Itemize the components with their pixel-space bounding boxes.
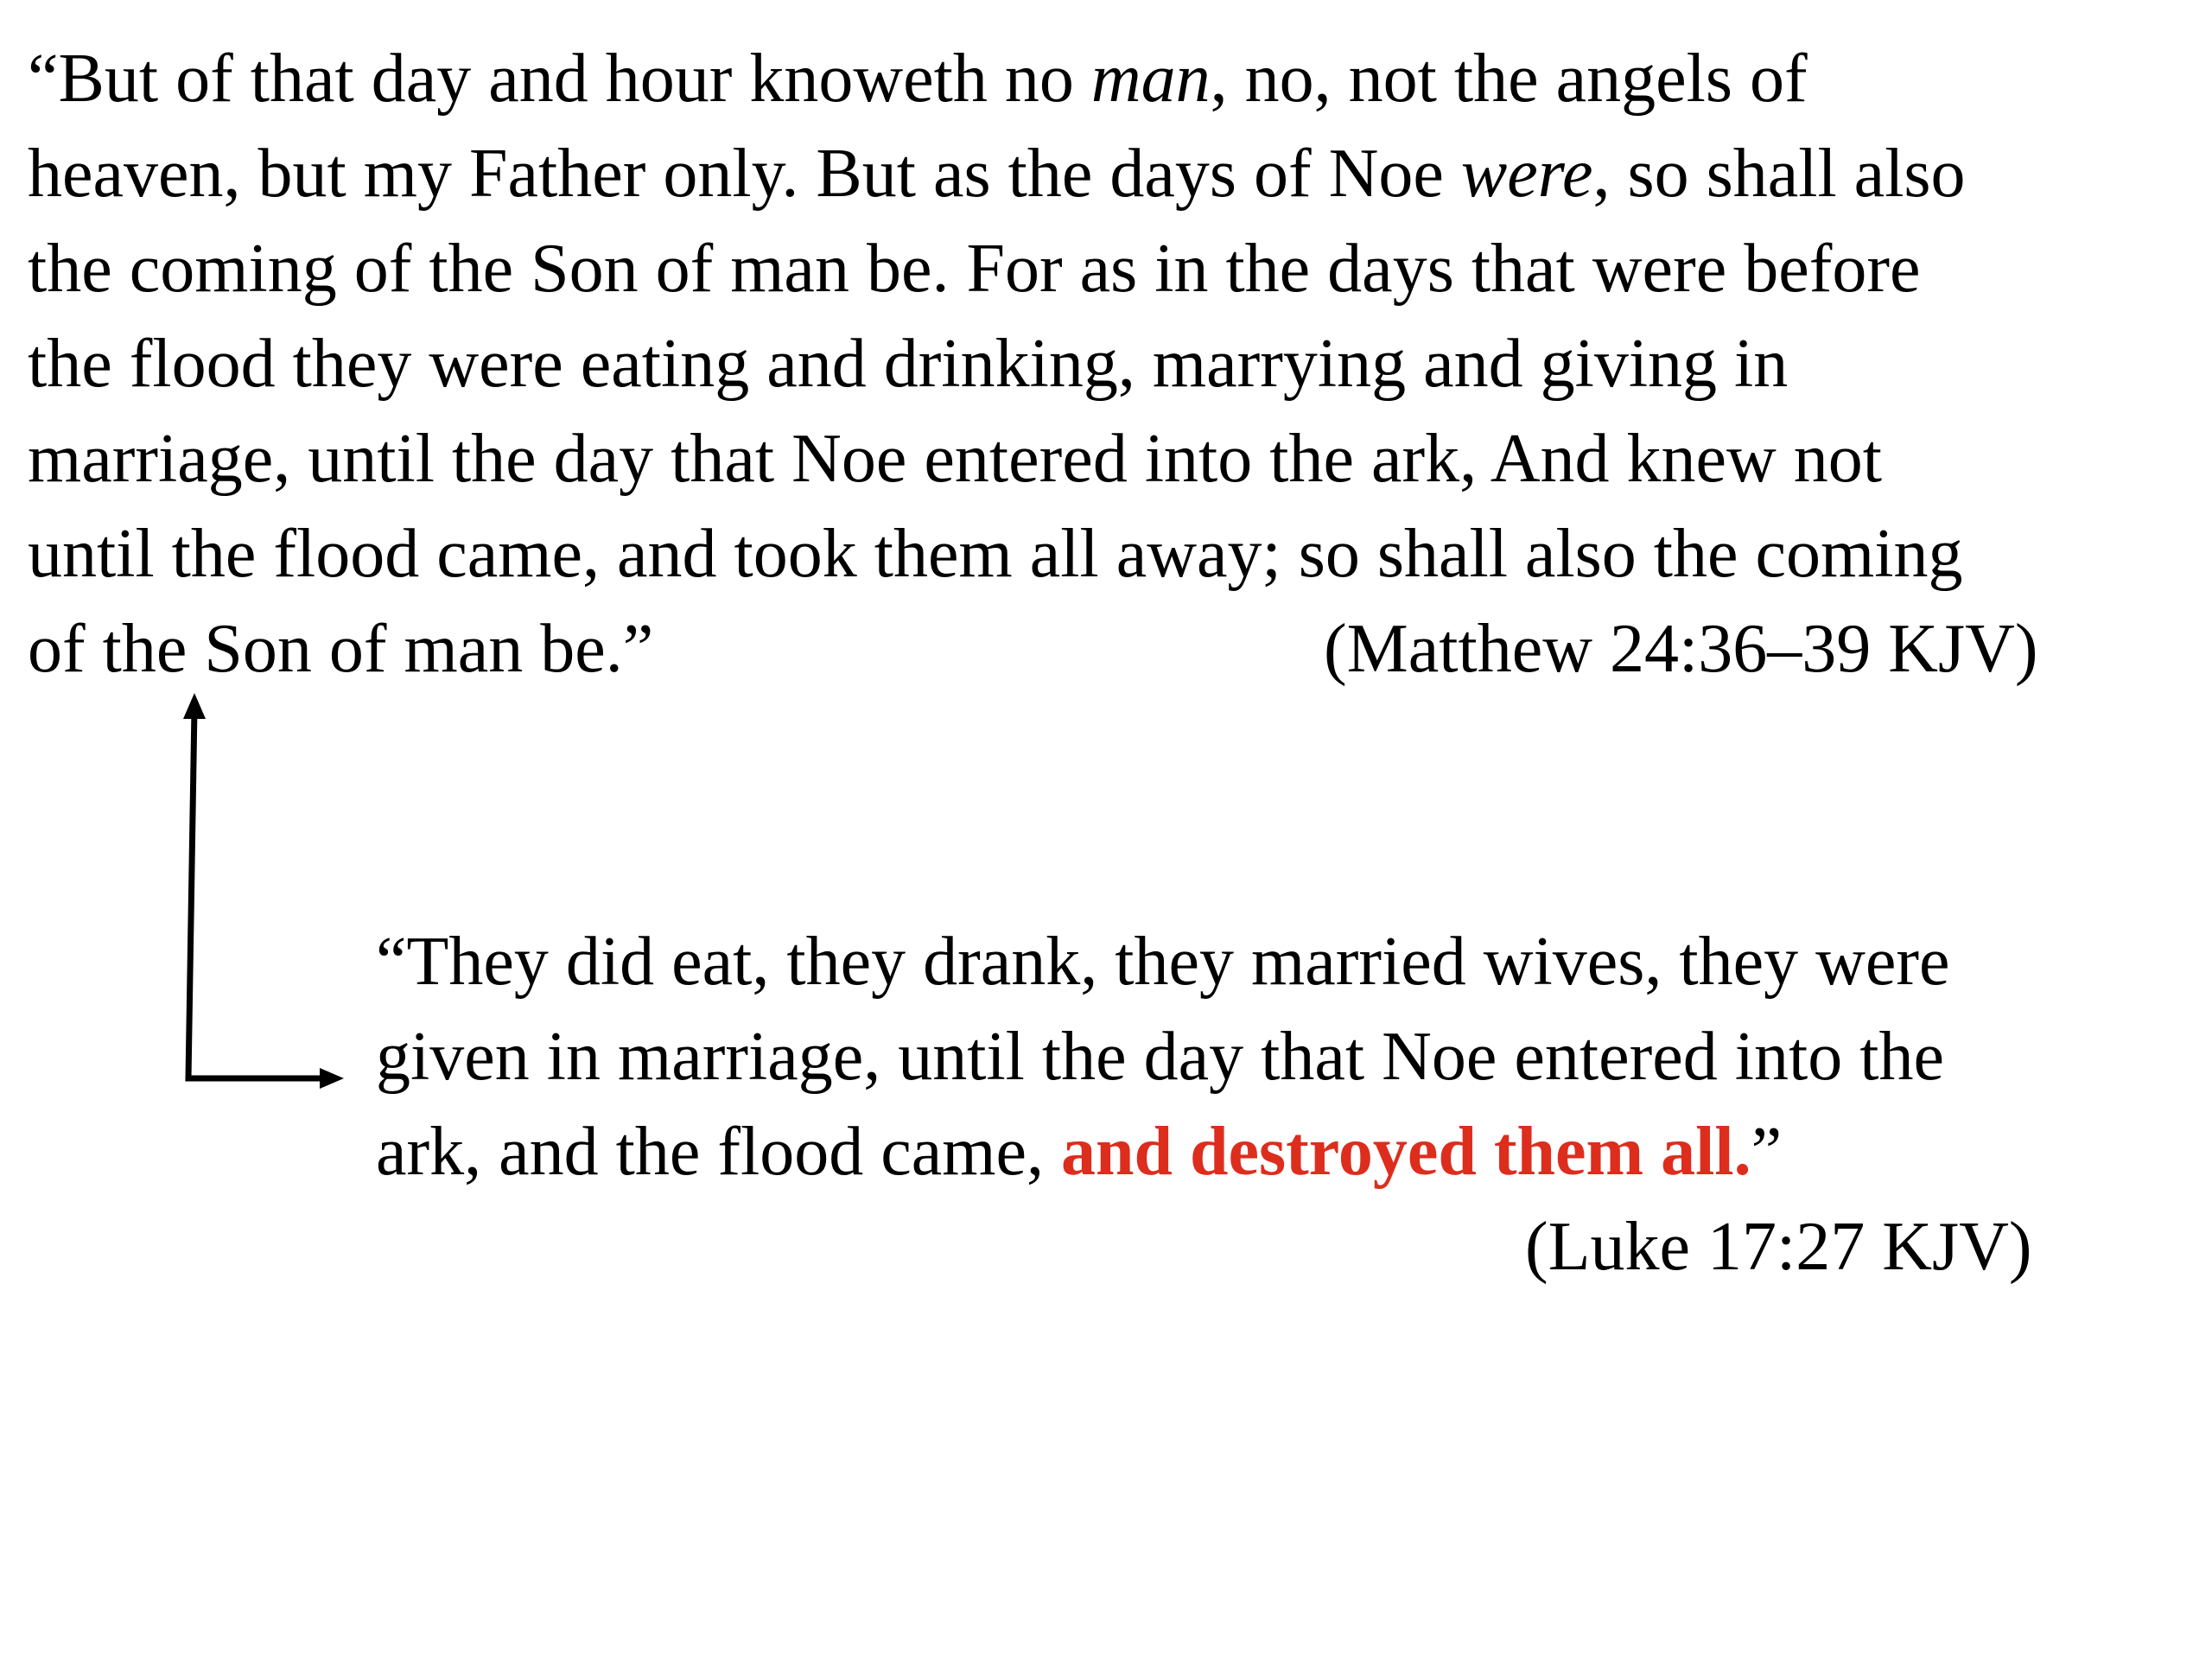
matthew-reference: (Matthew 24:36–39 KJV) — [1324, 611, 2038, 687]
connector-arrow-line — [188, 709, 327, 1078]
matthew-line-6: until the flood came, and took them all away; so shall also the coming — [28, 516, 1963, 592]
luke-line-2: given in marriage, until the day that Noe entered into the — [376, 1019, 1944, 1095]
matthew-line-1-text-a: “But of that day and hour knoweth no — [28, 41, 1091, 117]
matthew-italic-man: man — [1090, 41, 1211, 117]
matthew-line-1-text-b: , no, not the angels of — [1210, 41, 1808, 117]
matthew-italic-were: were — [1460, 136, 1593, 212]
matthew-line-3: the coming of the Son of man be. For as in the days that were before — [28, 231, 1921, 307]
arrow-right-icon — [320, 1068, 344, 1089]
matthew-line-4: the flood they were eating and drinking, marrying and giving in — [28, 326, 1789, 402]
luke-line-1: “They did eat, they drank, they married wives, they were — [376, 924, 1950, 1000]
matthew-line-2-text-b: , so shall also — [1592, 136, 1966, 212]
luke-line-3-text: ark, and the flood came, — [376, 1114, 1062, 1190]
matthew-line-7-text: of the Son of man be.” — [28, 611, 654, 687]
luke-line-3 — [376, 1104, 2190, 1199]
luke-passage — [376, 914, 2190, 1294]
luke-reference: (Luke 17:27 KJV) — [1525, 1209, 2032, 1285]
luke-emphasis-text: and destroyed them all. — [1061, 1114, 1751, 1190]
arrow-up-icon — [183, 693, 206, 719]
matthew-line-5: marriage, until the day that Noe entered into the ark, And knew not — [28, 421, 1883, 497]
matthew-line-2-text-a: heaven, but my Father only. But as the days of Noe — [28, 136, 1461, 212]
luke-closing-quote: ” — [1751, 1114, 1783, 1190]
